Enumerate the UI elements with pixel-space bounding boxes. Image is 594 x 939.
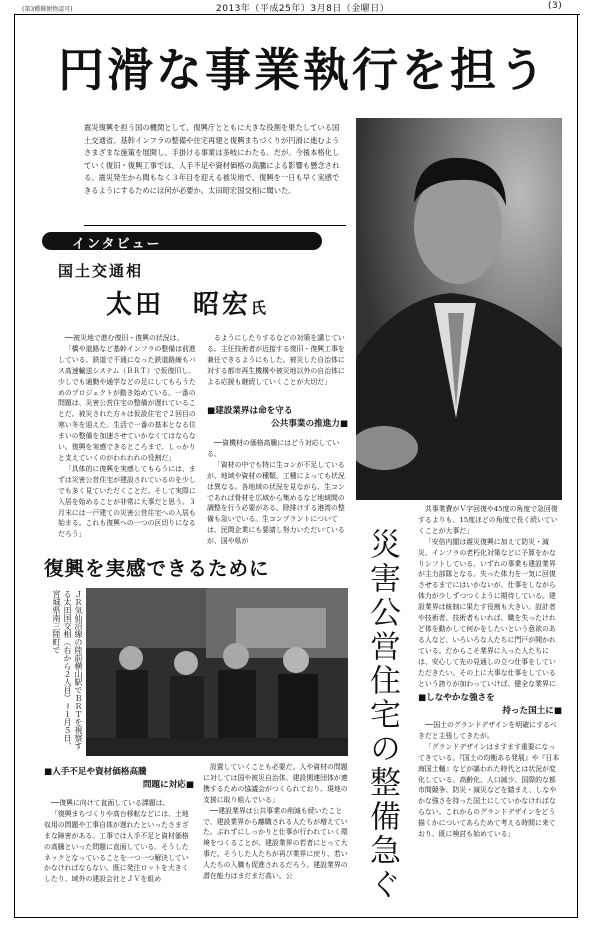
article-column-3b [418,720,562,910]
col1-q: ──被災地で進む復旧・復興の状況は。 [64,334,184,342]
subheading-resilience-line2: 持った国土に■ [502,706,562,716]
article-column-3 [418,504,562,690]
colbl-q: ──復興に向けて直面している課題は。 [50,799,170,807]
article-column-bottom-left [44,798,194,912]
interviewee-title: 国土交通相 [58,262,144,280]
col3-a2: 「安倍内閣は震災復興に加えて防災・減災、インフラの老朽化対策などに予算をかなりシフトしている。いずれの事業も建設業界が主力部隊となる。失った体力を一気に回復させるまでにはいかないが、仕事をしながら体力が少しずつつくように期待している。建設業界は統制に果たす役割も大きい。設計者や技術者、技術者もいれば、職を失ったけれど体を動かして何かをしたいという意欲のある人など、いろいろな人たちに門戸が開かれている。だからこそ業界に入った人たちには、安心して先の見通しの立つ仕事をしていただきたい。その上に大事な仕事をしているという誇りが加わっていけば、健全な業界に [418,537,556,688]
subheading-construction [207,405,348,431]
article-column-2-top [207,333,348,399]
portrait-image [356,118,562,500]
interviewee-suffix: 氏 [251,299,270,317]
interview-label: インタビュー [72,237,162,252]
interview-banner [42,232,322,250]
header-left-note: (第3種郵便物認可) [22,6,73,13]
article-column-bottom-middle [203,762,350,912]
header-page-number: (3) [548,1,563,11]
col2-a: 「資材の中でも特に生コンが不足しているが、地域や資材の種類、工種によっても状況は異なる。各地域の状況を見ながら、生コンであれば骨材を広域から集めるなど地域間の調整を行う必要がある。除排けする港湾の整備も急いでいる。生コンプラントについては、民間企業にも要請し努力いただいているが、国や県が [207,460,345,546]
interviewee-name: 太田 昭宏 [106,290,252,320]
col2-top: るようにしたりするなどの対策を講じている。主任技術者が近接する復旧・復興工事を兼任できるようにもした。被災した自治体に対する都市再生機構や被災地以外の自治体による応援も継続していくことが大切だ」 [207,334,345,386]
event-photo [86,588,348,756]
event-image [86,588,348,756]
portrait-photo [356,118,562,500]
subheading-labor-line1: ■人手不足や資材価格高騰 [44,767,147,777]
article-column-2-mid [207,438,348,548]
col3b-a: 「グランドデザインはますます重要になってきている。『国土の均衡ある発展』や『日本海国土軸』などが謳われた時代とは状況が変化している。高齢化、人口減少、国際的な都市間競争、防災・減災などを踏まえ、しなやかな強さを持った国土にしていかなければならない。これからのグランドデザインをどう描くかについてあらためて考える時間に来ており、既に検討も始めている」 [418,742,560,839]
colbm-b: ──建設業界は公共事業の削減も続いたことで、建設業界から離職される人たちが増えていた。ぶれずにしっかりと仕事が行われていく環境をつくることが、建設業界の若者にとって大事だ。そうした人たちが再び業界に戻り、若い人たちの入職も促進されるだろう。建設業界の潜在能力はまだまだ高い。公 [203,806,348,881]
subheading-construction-line2: 公共事業の推進力■ [271,419,348,429]
col2-q: ──資機材の価格高騰にはどう対応している。 [207,439,340,458]
photo-caption: ＪＲ気仙沼線の陸前横山駅でＢＲＴを視察する太田国交相（右から２人目）＝１月５日、宮城県南三陸町で [52,590,83,750]
subheading-labor [44,766,194,792]
colbm-a: 設置していくことも必要だ。人や資材の問題に対しては国や被災自治体、建設関連団体が連携するための協議会がつくられており、現地の支援に取り組んでいる」 [203,763,348,804]
col1-a1: 「橋や道路など基幹インフラの整備は前進している。鉄道で不通になった鉄道路線もバス高速輸送システム（ＢＲＴ）で仮復旧し、少しでも通勤や通学などの足にしてもらうためのプロジェクトが動き始めている。一番の問題は、災害公営住宅の整備が遅れていることだ。被災された方々は仮設住宅で２回目の寒い冬を迎えた。生活で一番の基本となる住まいの整備を加速させていかなくてはならない。復興を実感できるところまで、しっかりと支えていくのがわれわれの役割だ」 [58,344,196,462]
article-column-1 [58,333,198,547]
lead-paragraph: 震災復興を担う国の機関として、復興庁とともに大きな役割を果たしている国土交通省。基幹インフラの整備や住宅再建と復興まちづくりが円滑に進むようさまざまな施策を展開し、手掛ける事業は多岐にわたる。だが、今後本格化していく復旧・復興工事では、人手不足や資材価格の高騰による影響も懸念される。震災発生から間もなく３年目を迎える被災地で、復興を一日も早く実感できるようにするためには何が必要か。太田昭宏国交相に聞いた。 [84,123,340,195]
interviewee-name-block [106,284,269,321]
main-headline: 円滑な事業執行を担う [58,43,548,97]
subheading-labor-line2: 問題に対応■ [142,780,194,790]
col1-a2: 「具体的に復興を実感してもらうには、まずは災害公営住宅が建設されているのを少しでも多く見ていただくことだ。そして実際に入居を始めることが非常に大事だと思う。３月末には一戸建ての災害公営住宅への入居も始まる。これも復興への一つの区切りになるだろう」 [58,464,196,539]
subheading-construction-line1: ■建設業界は命を守る [207,406,293,416]
lead-rule [84,225,346,226]
subheading-resilience [418,692,562,718]
header-rule [14,14,580,15]
col3b-q: ──国土のグランドデザインを明確にするべきだと主張してきたが。 [418,721,557,740]
colbl-a: 「復興まちづくりや高台移転などには、土地収用の問題や工事自体が遅れたといったさまざまな障害がある。工事では人手不足と資材価格の高騰といった問題に直面している。そうしたネックとなっていることを一つ一つ解決していかなければならない。既に発注ロットを大きくしたり、域外の建設会社とＪＶを組め [44,809,189,884]
subheading-resilience-line1: ■しなやかな強さを [418,693,495,703]
col3-a1: 共事業費がＶ字回復や45度の角度で急回復するよりも、15度ほどの角度で長く続いていくことが大事だ」 [418,505,558,535]
header-date: 2013年（平成25年）3月8日（金曜日） [216,4,390,14]
vertical-heading: 災害公営住宅の整備急ぐ [364,528,400,902]
feature-heading: 復興を実感できるために [44,557,270,580]
